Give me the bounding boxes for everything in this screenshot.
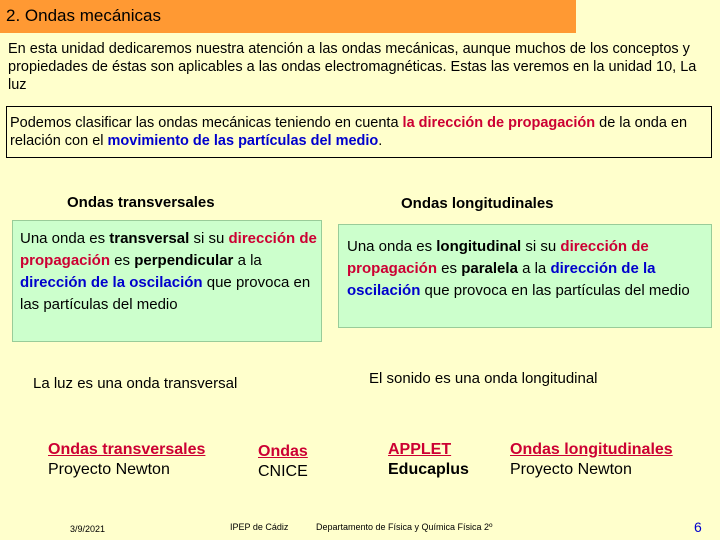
link-group-cnice [258,443,308,481]
footer-school: IPEP de Cádiz [230,522,289,532]
def-l-7: a la [517,260,551,277]
link-applet[interactable]: APPLET [388,441,452,458]
def-t-8: dirección de la oscilación [20,274,203,291]
def-t-7: a la [233,252,262,269]
link-group-transversales-newton [48,441,205,479]
definition-transversal [20,228,318,316]
def-l-4: dirección de propagación [347,238,649,277]
heading-transversal: Ondas transversales [67,194,215,211]
link-ondas-transversales[interactable]: Ondas transversales [48,441,206,458]
link-source-newton-2: Proyecto Newton [510,461,632,478]
def-t-3: si su [189,230,229,247]
def-l-9: que provoca en las partículas del medio [420,282,690,299]
def-t-6: perpendicular [134,252,234,269]
def-l-8: dirección de la oscilación [347,260,656,299]
link-source-cnice: CNICE [258,463,308,480]
def-t-2: transversal [109,230,190,247]
classify-highlight-propagation: la dirección de propagación [402,115,596,131]
classify-text-1: Podemos clasificar las ondas mecánicas teniendo en cuenta [10,115,403,131]
footer-department: Departamento de Física y Química Física 2º [316,522,493,532]
def-t-9: que provoca en las partículas del medio [20,274,311,313]
classify-highlight-particles: movimiento de las partículas del medio [107,133,379,149]
def-l-5: es [437,260,462,277]
heading-longitudinal: Ondas longitudinales [401,195,554,212]
def-t-5: es [110,252,135,269]
classify-text-3: . [378,133,383,149]
def-t-1: Una onda es [20,230,110,247]
def-l-1: Una onda es [347,238,437,255]
page-number: 6 [694,519,702,535]
example-longitudinal: El sonido es una onda longitudinal [369,370,598,387]
classification-text [10,114,706,150]
link-group-longitudinales-newton [510,441,673,479]
intro-paragraph: En esta unidad dedicaremos nuestra atención a las ondas mecánicas, aunque muchos de los conceptos y propiedades de éstas son aplicables a las ondas electromagnéticas. Estas las veremos en la unidad 10, La luz [8,41,697,93]
link-ondas-cnice[interactable]: Ondas [258,443,308,460]
classify-text-2: de la onda en relación con el [10,115,688,149]
definition-longitudinal [347,236,703,302]
link-source-newton-1: Proyecto Newton [48,461,170,478]
page-title: 2. Ondas mecánicas [6,6,161,25]
link-group-applet [388,441,469,479]
def-l-6: paralela [461,260,518,277]
example-transversal: La luz es una onda transversal [33,375,238,392]
link-source-educaplus: Educaplus [388,461,469,478]
link-ondas-longitudinales[interactable]: Ondas longitudinales [510,441,673,458]
def-t-4: dirección de propagación [20,230,317,269]
def-l-3: si su [521,238,561,255]
def-l-2: longitudinal [436,238,522,255]
footer-date: 3/9/2021 [70,524,106,534]
